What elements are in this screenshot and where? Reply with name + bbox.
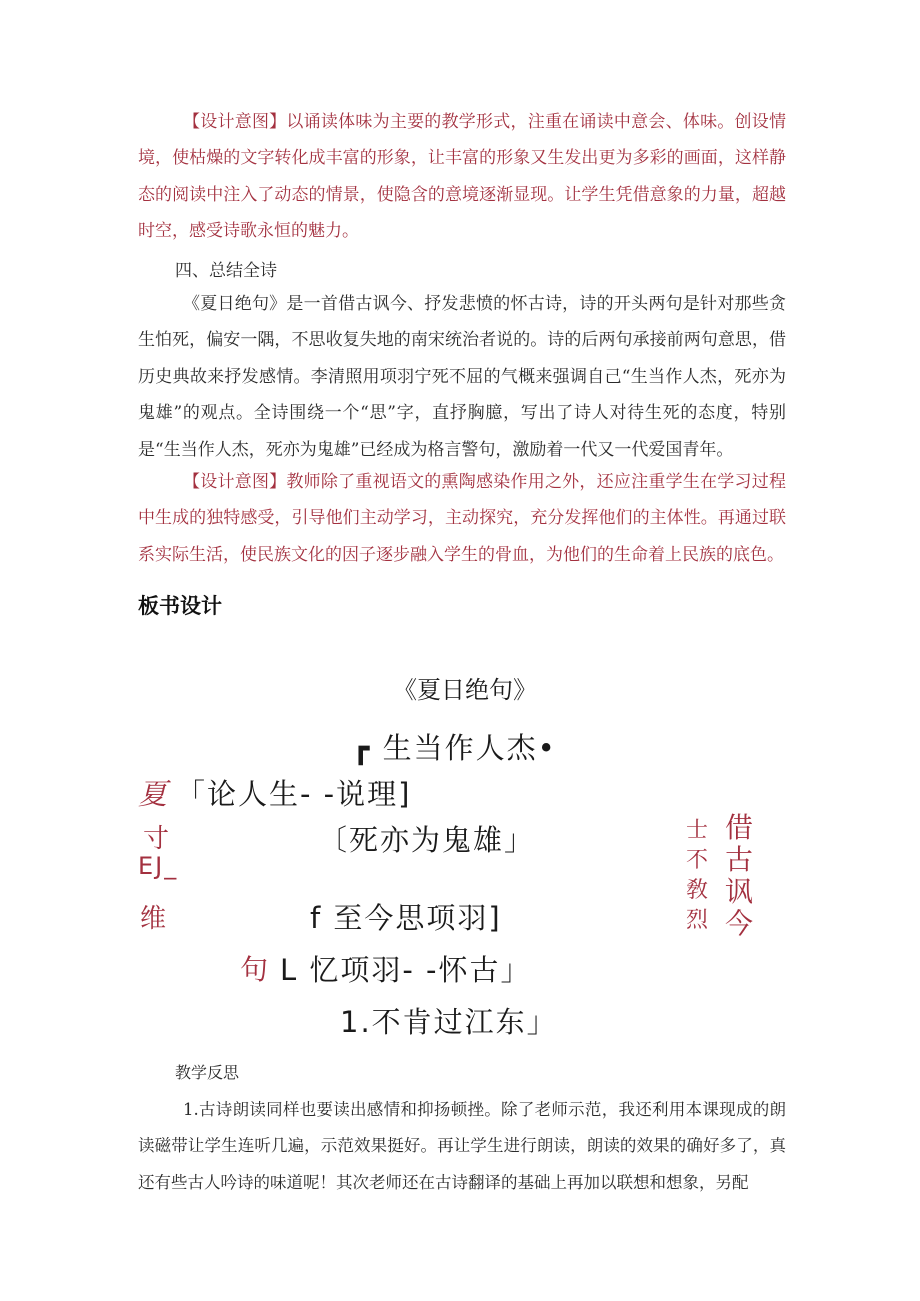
board-design-heading: 板书设计	[138, 594, 222, 618]
design-intent-paragraph-2	[138, 464, 786, 573]
design-intent-text: 以诵读体味为主要的教学形式，注重在诵读中意会、体味。创设情境，使枯燥的文字转化成丰富的形象，让丰富的形象又生发出更为多彩的画面，这样静态的阅读中注入了动态的情景，使隐含的意境逐渐显现。让学生凭借意象的力量，超越时空，感受诗歌永恒的魅力。	[138, 112, 787, 242]
design-intent-paragraph-1	[138, 104, 786, 250]
board-left-char-4: 维	[140, 904, 169, 934]
board-right-column-2: 借古讽今	[724, 811, 753, 940]
reflection-heading: 教学反思	[175, 1063, 240, 1082]
board-left-char-3: EJ_	[138, 852, 179, 880]
board-line-die-as-ghost: 〔死亦为鬼雄」	[318, 823, 536, 857]
board-line-not-cross-river: 1.不肯过江东」	[340, 1005, 558, 1039]
design-intent-label: 【设计意图】	[183, 112, 287, 132]
board-left-char-5: 句	[240, 953, 271, 986]
design-intent-label: 【设计意图】	[183, 472, 287, 492]
board-left-char-2: 寸	[143, 824, 172, 854]
reflection-paragraph: 1.古诗朗读同样也要读出感情和抑扬顿挫。除了老师示范，我还利用本课现成的朗读磁带让学生连听几遍，示范效果挺好。再让学生进行朗读，朗读的效果的确好多了，真还有些古人吟诗的味道呢！其次老师还在古诗翻译的基础上再加以联想和想象，另配	[138, 1100, 786, 1192]
board-line-recall-xiangyu: L 忆项羽- -怀古」	[280, 953, 532, 987]
design-intent-text: 教师除了重视语文的熏陶感染作用之外，还应注重学生在学习过程中生成的独特感受，引导他们主动学习，主动探究，充分发挥他们的主体性。再通过联系实际生活，使民族文化的因子逐步融入学生的骨血，为他们的生命着上民族的底色。	[138, 472, 787, 565]
board-line-think-xiangyu: f 至今思项羽]	[310, 901, 502, 935]
section-heading-summary: 四、总结全诗	[175, 261, 277, 281]
board-left-char-1: 夏	[138, 777, 170, 811]
board-right-column-1: 士不敎烈	[685, 818, 708, 933]
summary-paragraph: 《夏日绝句》是一首借古讽今、抒发悲愤的怀古诗，诗的开头两句是针对那些贪生怕死，偏安一隅，不思收复失地的南宋统治者说的。诗的后两句承接前两句意思，借历史典故来抒发感情。李清照用项羽宁死不屈的气概来强调自己“生当作人杰，死亦为鬼雄”的观点。全诗围绕一个“思”字，直抒胸臆，写出了诗人对待生死的态度，特别是“生当作人杰，死亦为鬼雄”已经成为格言警句，激励着一代又一代爱国青年。	[138, 294, 786, 460]
board-line-discuss-life: 「论人生- -说理]	[176, 777, 412, 811]
board-title: 《夏日绝句》	[393, 676, 537, 704]
board-line-live-as-hero: ┏ 生当作人杰•	[352, 731, 557, 765]
